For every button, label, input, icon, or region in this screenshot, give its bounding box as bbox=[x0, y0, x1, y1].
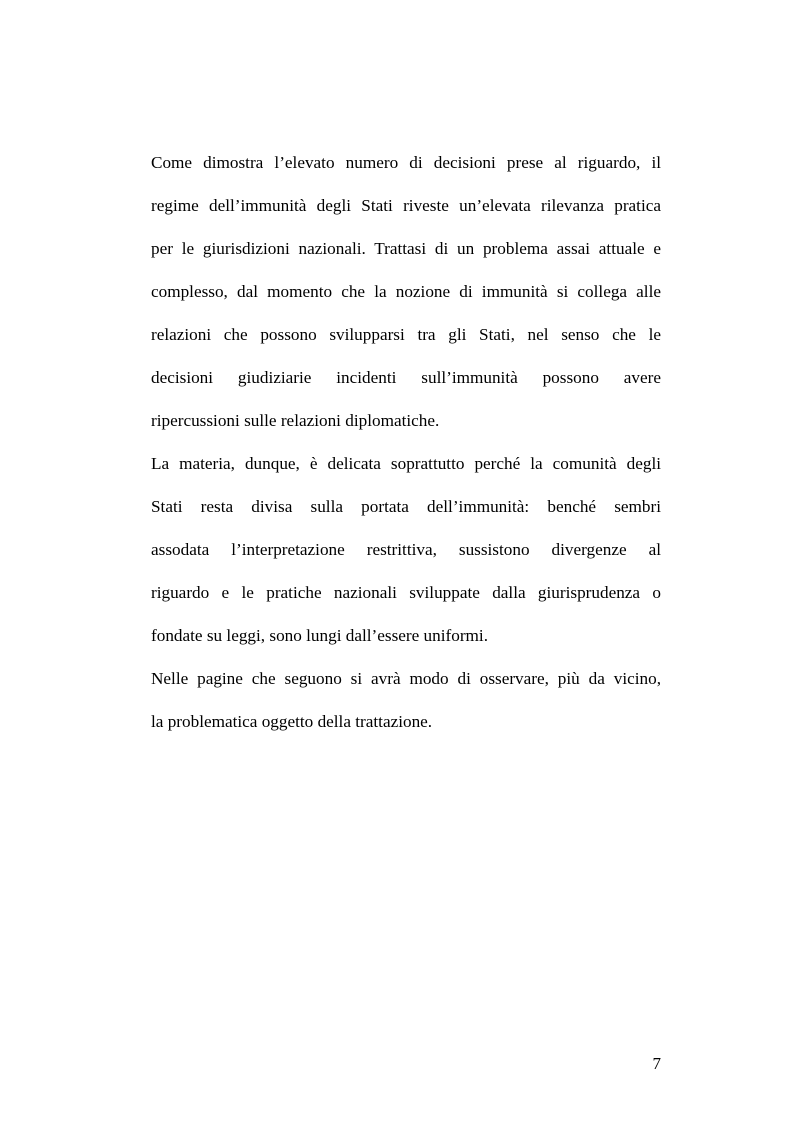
text-line: la problematica oggetto della trattazione. bbox=[151, 712, 433, 731]
text-line: Stati resta divisa sulla portata dell’immunità: benché sembri bbox=[151, 497, 661, 516]
text-line: ripercussioni sulle relazioni diplomatiche. bbox=[151, 411, 440, 430]
text-line: fondate su leggi, sono lungi dall’essere uniformi. bbox=[151, 626, 488, 645]
text-line: decisioni giudiziarie incidenti sull’immunità possono avere bbox=[151, 368, 661, 387]
paragraph-3 bbox=[151, 657, 661, 743]
text-line: La materia, dunque, è delicata soprattutto perché la comunità degli bbox=[151, 454, 661, 473]
page-number: 7 bbox=[652, 1054, 661, 1073]
text-line: riguardo e le pratiche nazionali sviluppate dalla giurisprudenza o bbox=[151, 583, 661, 602]
text-line: assodata l’interpretazione restrittiva, sussistono divergenze al bbox=[151, 540, 661, 559]
paragraph-1 bbox=[151, 141, 661, 442]
text-line: per le giurisdizioni nazionali. Trattasi di un problema assai attuale e bbox=[151, 239, 661, 258]
text-line: relazioni che possono svilupparsi tra gli Stati, nel senso che le bbox=[151, 325, 661, 344]
text-line: regime dell’immunità degli Stati riveste un’elevata rilevanza pratica bbox=[151, 196, 661, 215]
paragraph-2 bbox=[151, 442, 661, 657]
text-line: Come dimostra l’elevato numero di decisioni prese al riguardo, il bbox=[151, 153, 661, 172]
body-text bbox=[151, 141, 661, 743]
text-line: complesso, dal momento che la nozione di immunità si collega alle bbox=[151, 282, 661, 301]
text-line: Nelle pagine che seguono si avrà modo di osservare, più da vicino, bbox=[151, 669, 661, 688]
